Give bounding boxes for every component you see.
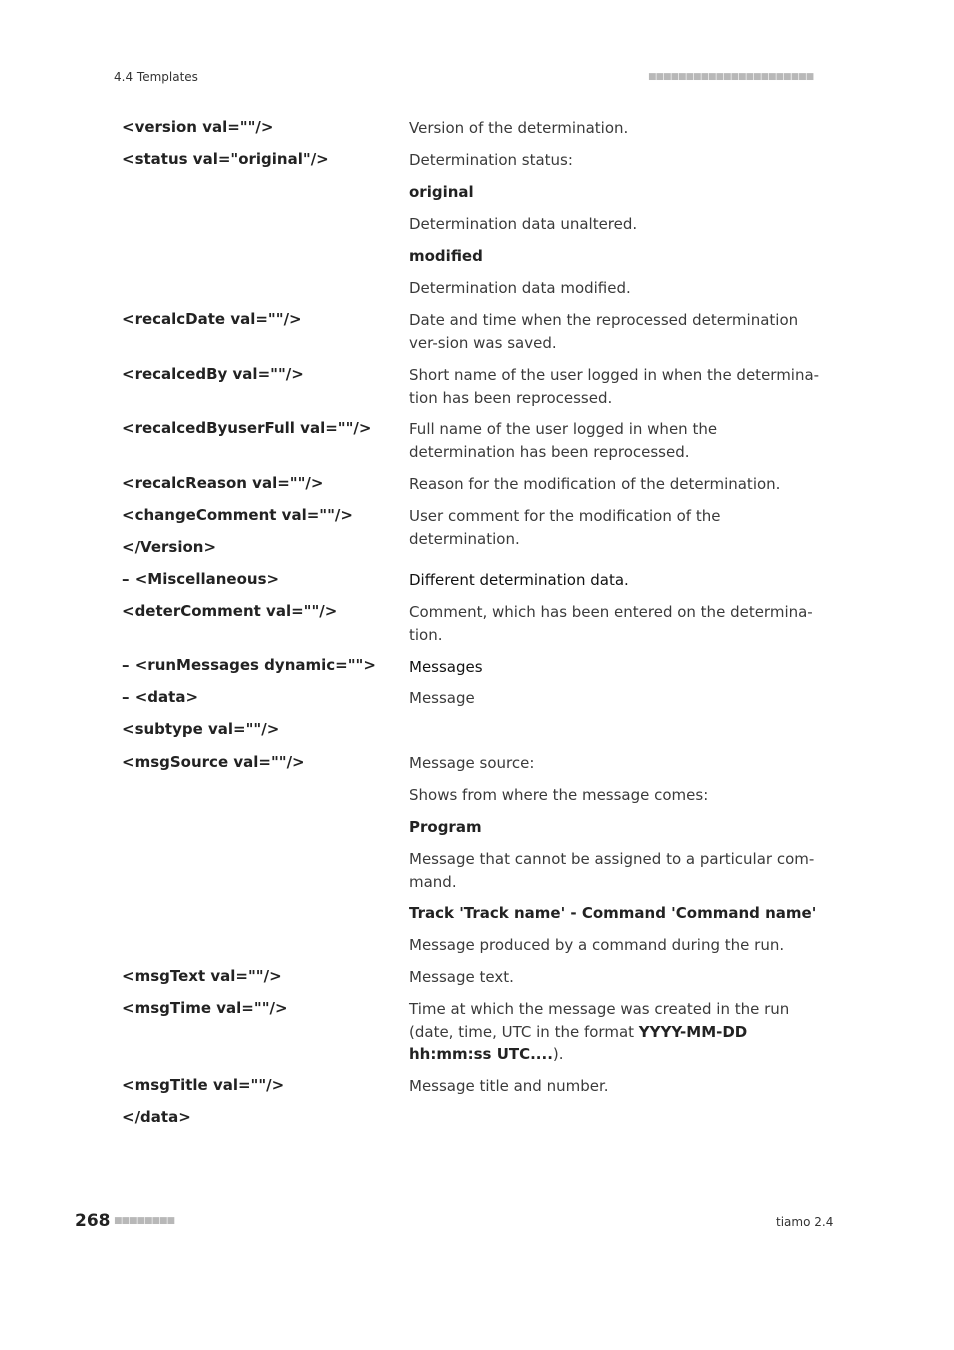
desc-runmessages: Messages [409, 658, 483, 676]
desc-version: Version of the determination. [409, 119, 629, 137]
desc-data: Message [409, 689, 475, 707]
desc-msgsource-program: Program [409, 818, 482, 836]
term-msgtime: <msgTime val=""/> [122, 999, 288, 1017]
term-recalcreason: <recalcReason val=""/> [122, 474, 324, 492]
product-name: tiamo 2.4 [776, 1215, 834, 1229]
desc-status-original: original [409, 183, 474, 201]
desc-recalcedbyuserfull: Full name of the user logged in when the determination has been reprocessed. [409, 420, 718, 461]
term-recalcedby: <recalcedBy val=""/> [122, 365, 304, 383]
desc-recalcedby: Short name of the user logged in when the determina-tion has been reprocessed. [409, 366, 820, 407]
desc-changecomment: User comment for the modification of the determination. [409, 507, 721, 548]
term-changecomment: <changeComment val=""/> [122, 506, 353, 524]
term-data: – <data> [122, 688, 199, 706]
desc-msgtext: Message text. [409, 968, 514, 986]
desc-recalcreason: Reason for the modification of the determination. [409, 475, 781, 493]
term-status: <status val="original"/> [122, 150, 329, 168]
desc-status-modified: modified [409, 247, 483, 265]
desc-msgsource-shows: Shows from where the message comes: [409, 786, 709, 804]
desc-msgsource-track-text: Message produced by a command during the run. [409, 936, 785, 954]
term-version: <version val=""/> [122, 118, 274, 136]
desc-msgsource-program-text: Message that cannot be assigned to a particular com-mand. [409, 850, 815, 891]
term-miscellaneous: – <Miscellaneous> [122, 570, 280, 588]
desc-msgsource-track: Track 'Track name' - Command 'Command name' [409, 904, 817, 922]
desc-msgtime-post: ). [552, 1045, 564, 1063]
term-version-close: </Version> [122, 538, 217, 556]
section-title: 4.4 Templates [114, 70, 198, 84]
desc-status: Determination status: [409, 151, 573, 169]
desc-msgtime-pre: Time at which the message was created in the run (date, time, UTC in the format [409, 1000, 790, 1041]
desc-msgtitle: Message title and number. [409, 1077, 609, 1095]
footer-decoration: ■■■■■■■■ [114, 1216, 175, 1226]
desc-msgsource: Message source: [409, 754, 535, 772]
desc-msgtime [409, 998, 824, 1066]
desc-miscellaneous: Different determination data. [409, 571, 629, 589]
desc-msgtime-format: YYYY-MM-DD hh:mm:ss UTC.... [409, 1022, 748, 1063]
term-data-close: </data> [122, 1108, 191, 1126]
term-msgtext: <msgText val=""/> [122, 967, 282, 985]
term-runmessages: – <runMessages dynamic=""> [122, 656, 376, 674]
term-recalcdate: <recalcDate val=""/> [122, 310, 302, 328]
desc-detercomment: Comment, which has been entered on the determina-tion. [409, 603, 813, 644]
header-decoration: ■■■■■■■■■■■■■■■■■■■■■■ [648, 72, 814, 82]
term-recalcedbyuserfull: <recalcedByuserFull val=""/> [122, 419, 372, 437]
desc-recalcdate: Date and time when the reprocessed determination ver-sion was saved. [409, 311, 799, 352]
desc-status-original-text: Determination data unaltered. [409, 215, 638, 233]
term-detercomment: <deterComment val=""/> [122, 602, 338, 620]
term-subtype: <subtype val=""/> [122, 720, 280, 738]
term-msgtitle: <msgTitle val=""/> [122, 1076, 285, 1094]
page-number: 268 [75, 1211, 111, 1231]
desc-status-modified-text: Determination data modified. [409, 279, 631, 297]
term-msgsource: <msgSource val=""/> [122, 753, 305, 771]
